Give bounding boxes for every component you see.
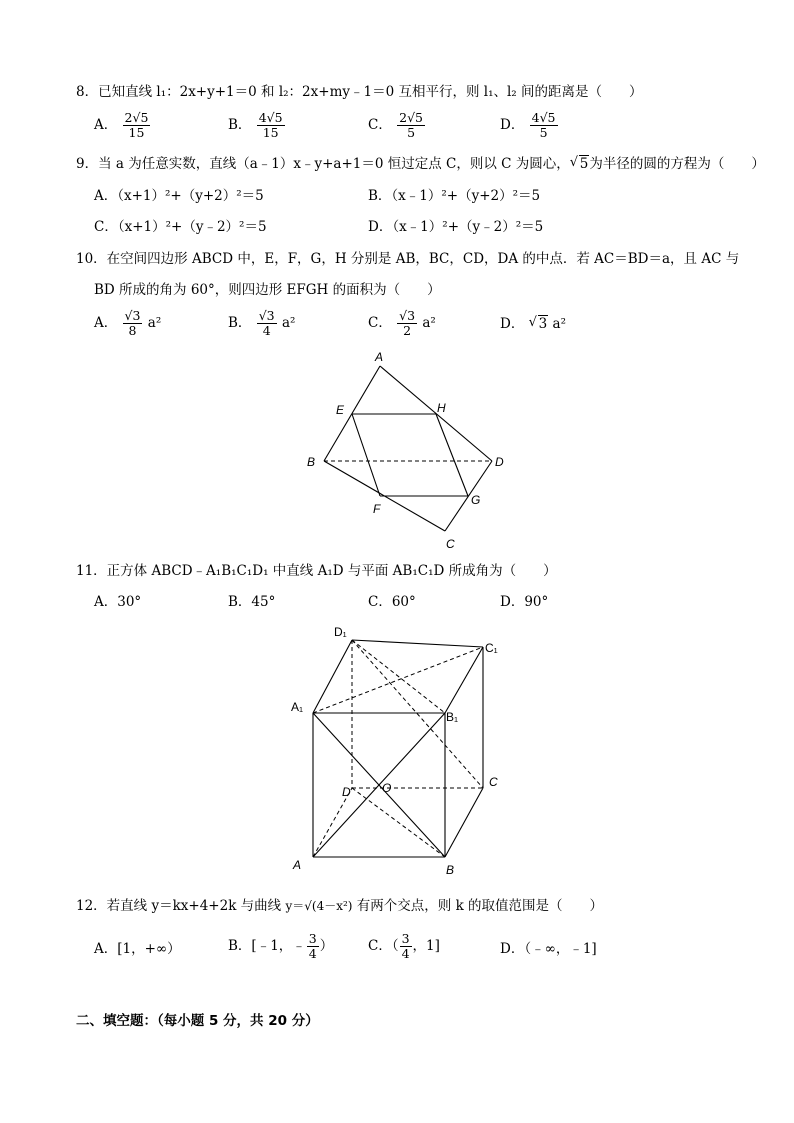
q8-option-b — [228, 111, 286, 140]
option-letter: A． — [94, 315, 118, 331]
label-b1: B₁ — [446, 710, 459, 724]
q10-option-d — [500, 315, 566, 333]
label-c1: C₁ — [485, 641, 498, 655]
denominator: 8 — [128, 323, 137, 338]
option-letter: B． — [228, 117, 252, 133]
q9-option-c: C．（x+1）²+（y﹣2）²＝5 — [94, 219, 267, 235]
denominator: 15 — [262, 125, 279, 140]
denominator: 15 — [128, 125, 145, 140]
q12-option-d — [500, 940, 597, 958]
fraction — [123, 309, 143, 338]
label-b: B — [307, 455, 316, 469]
q10-option-a — [94, 309, 161, 338]
edge-b1-c1 — [445, 647, 483, 713]
q11-option-b: B．45° — [228, 594, 276, 610]
edge-gh — [436, 414, 468, 496]
tail: a² — [422, 315, 436, 331]
option-letter: B． — [228, 938, 252, 954]
label-o: O — [382, 781, 392, 795]
fraction — [397, 111, 425, 140]
denominator: 4 — [262, 323, 271, 338]
option-letter: D． — [500, 941, 525, 957]
numerator: 4√5 — [258, 110, 283, 125]
section-2-heading: 二、填空题：（每小题 5 分，共 20 分） — [76, 1013, 319, 1029]
label-d: D — [342, 785, 351, 799]
label-g: G — [471, 493, 481, 507]
question-11-stem: 11．正方体 ABCD﹣A₁B₁C₁D₁ 中直线 A₁D 与平面 AB₁C₁D 所成角为（ ） — [76, 563, 557, 579]
q8-option-c — [368, 111, 426, 140]
edge-ef — [352, 414, 380, 496]
q9-option-d: D．（x﹣1）²+（y﹣2）²＝5 — [368, 219, 544, 235]
label-a: A — [293, 858, 302, 872]
numerator: 3 — [308, 931, 317, 946]
option-text: [﹣1，﹣ — [251, 938, 306, 954]
q8-option-d — [500, 111, 559, 140]
label-f: F — [373, 502, 381, 516]
tail: a² — [147, 315, 162, 331]
fraction — [400, 932, 412, 961]
denominator: 5 — [407, 125, 416, 140]
label-h: H — [437, 401, 446, 415]
q10-option-c — [368, 309, 436, 338]
option-letter: B． — [228, 315, 252, 331]
q11-option-d: D．90° — [500, 594, 549, 610]
fraction — [307, 932, 319, 961]
question-10-stem-line1: 10．在空间四边形 ABCD 中，E，F，G，H 分别是 AB，BC，CD，DA 的中点．若 AC＝BD＝a，且 AC 与 — [76, 251, 740, 267]
denominator: 2 — [403, 323, 412, 338]
option-text: （ — [391, 938, 399, 954]
curve-expression: y＝√(4－x²) — [285, 899, 353, 913]
radical — [529, 315, 549, 333]
tail: a² — [281, 315, 296, 331]
tail: a² — [552, 316, 566, 332]
fraction — [257, 111, 285, 140]
q8-option-a — [94, 111, 151, 140]
edge-d1-c1 — [352, 640, 483, 647]
option-text: [1，+∞） — [117, 941, 181, 957]
q11-option-a: A．30° — [94, 594, 142, 610]
radicand: 5 — [579, 156, 589, 172]
denominator: 4 — [401, 946, 410, 961]
figure-cube — [285, 620, 510, 880]
label-c: C — [489, 775, 498, 789]
numerator: √3 — [258, 308, 275, 323]
q11-option-c: C．60° — [368, 594, 416, 610]
numerator: 3 — [401, 931, 410, 946]
q12-option-b — [228, 932, 333, 961]
label-e: E — [336, 403, 345, 417]
option-letter: C． — [368, 938, 392, 954]
q10-option-b — [228, 309, 295, 338]
label-a: A — [375, 350, 384, 364]
denominator: 4 — [308, 946, 317, 961]
stem-part: 9．当 a 为任意实数，直线（a﹣1）x﹣y+a+1＝0 恒过定点 C，则以 C 为圆心， — [76, 156, 570, 172]
label-d1: D₁ — [334, 625, 347, 639]
hidden-diagonal-d-b — [352, 788, 445, 857]
q9-option-b: B．（x﹣1）²+（y+2）²＝5 — [368, 188, 541, 204]
q12-option-a — [94, 940, 181, 958]
denominator: 5 — [539, 125, 548, 140]
radicand: 3 — [538, 316, 548, 332]
question-9-stem — [76, 155, 765, 173]
hidden-diagonal-a1-c1 — [313, 647, 483, 713]
q12-option-c — [368, 932, 440, 961]
numerator: 4√5 — [531, 110, 556, 125]
q9-option-a: A．（x+1）²+（y+2）²＝5 — [94, 188, 264, 204]
figure-spatial-quadrilateral — [300, 348, 515, 553]
edge-b-c — [445, 788, 483, 857]
option-text: ） — [319, 938, 334, 954]
label-a1: A₁ — [291, 700, 304, 714]
question-12-stem — [76, 897, 603, 915]
question-8-stem: 8．已知直线 l₁：2x+y+1＝0 和 l₂：2x+my﹣1＝0 互相平行，则 l₁、l₂ 间的距离是（ ） — [76, 84, 643, 100]
option-letter: D． — [500, 316, 525, 332]
fraction — [530, 111, 558, 140]
stem-part: 12．若直线 y＝kx+4+2k 与曲线 — [76, 898, 282, 914]
fraction — [257, 309, 277, 338]
numerator: √3 — [399, 308, 416, 323]
option-text: （﹣∞，﹣1] — [524, 941, 597, 957]
numerator: 2√5 — [124, 110, 149, 125]
stem-part: 有两个交点，则 k 的取值范围是（ ） — [356, 898, 604, 914]
option-letter: C． — [368, 117, 392, 133]
fraction — [123, 111, 151, 140]
label-c: C — [446, 537, 455, 551]
numerator: √3 — [124, 308, 141, 323]
hidden-diagonal-d1-b1 — [352, 640, 445, 713]
option-letter: C． — [368, 315, 392, 331]
label-b: B — [446, 863, 455, 877]
hidden-diagonal-d1-c — [352, 640, 483, 788]
edge-a1-d1 — [313, 640, 352, 713]
question-10-stem-line2: BD 所成的角为 60°，则四边形 EFGH 的面积为（ ） — [94, 282, 441, 298]
numerator: 2√5 — [399, 110, 424, 125]
stem-part: 为半径的圆的方程为（ ） — [589, 156, 765, 172]
option-letter: A． — [94, 941, 118, 957]
radical — [570, 155, 590, 173]
label-d: D — [495, 455, 504, 469]
fraction — [397, 309, 417, 338]
option-text: ，1] — [412, 938, 440, 954]
option-letter: D． — [500, 117, 525, 133]
option-letter: A． — [94, 117, 118, 133]
